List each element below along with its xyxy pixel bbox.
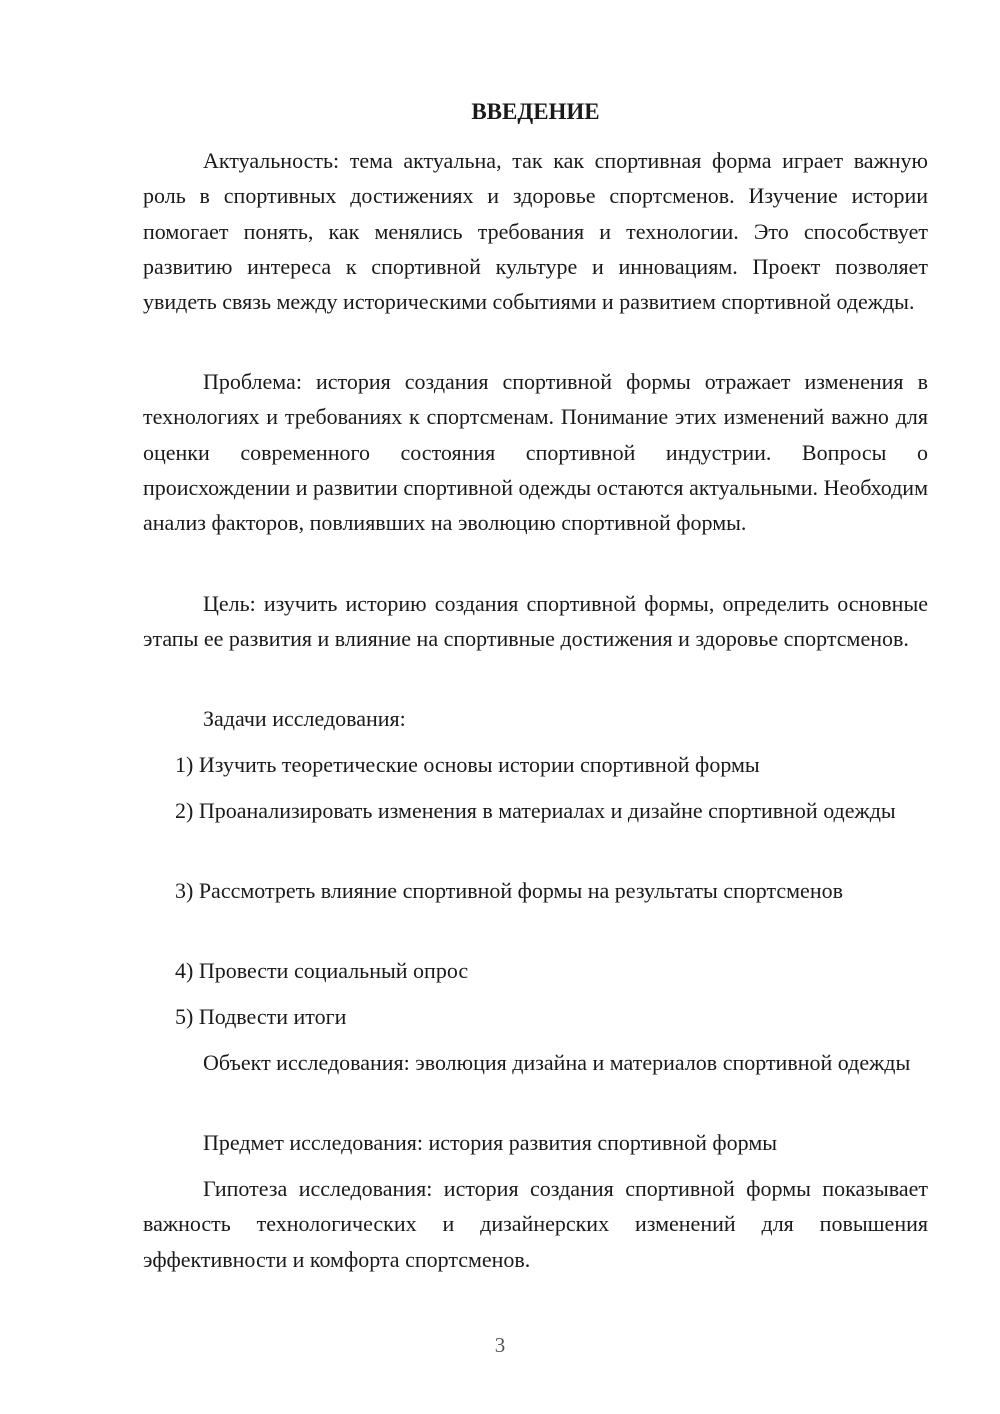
page-number: 3 bbox=[494, 1333, 506, 1357]
task-item: 2) Проанализировать изменения в материалах и дизайне спортивной одежды bbox=[175, 798, 896, 823]
task-item: 3) Рассмотреть влияние спортивной формы на результаты спортсменов bbox=[175, 878, 843, 903]
paragraph-goal: Цель: изучить историю создания спортивной формы, определить основные этапы ее развития и влияние на спортивные достижения и здоровье спортсменов. bbox=[143, 591, 928, 652]
task-item: 1) Изучить теоретические основы истории спортивной формы bbox=[175, 752, 760, 777]
paragraph-hypothesis: Гипотеза исследования: история создания спортивной формы показывает важность технологических и дизайнерских изменений для повышения эффективности и комфорта спортсменов. bbox=[143, 1176, 928, 1272]
tasks-heading: Задачи исследования: bbox=[203, 706, 406, 731]
task-item: 5) Подвести итоги bbox=[175, 1004, 347, 1029]
paragraph-object: Объект исследования: эволюция дизайна и материалов спортивной одежды bbox=[203, 1050, 911, 1075]
paragraph-relevance: Актуальность: тема актуальна, так как спортивная форма играет важную роль в спортивных достижениях и здоровье спортсменов. Изучение истории помогает понять, как менялись требования и технологии. Это способствует развитию интереса к спортивной культуре и инновациям. Проект позволяет увидеть связь между историческими событиями и развитием спортивной одежды. bbox=[143, 148, 928, 315]
paragraph-problem: Проблема: история создания спортивной формы отражает изменения в технологиях и требованиях к спортсменам. Понимание этих изменений важно для оценки современного состояния спортивной индустрии. Вопросы о происхождении и развитии спортивной одежды остаются актуальными. Необходим анализ факторов, повлиявших на эволюцию спортивной формы. bbox=[143, 369, 928, 536]
paragraph-subject: Предмет исследования: история развития спортивной формы bbox=[203, 1130, 778, 1155]
page-title: ВВЕДЕНИЕ bbox=[471, 99, 600, 124]
task-item: 4) Провести социальный опрос bbox=[175, 958, 469, 983]
